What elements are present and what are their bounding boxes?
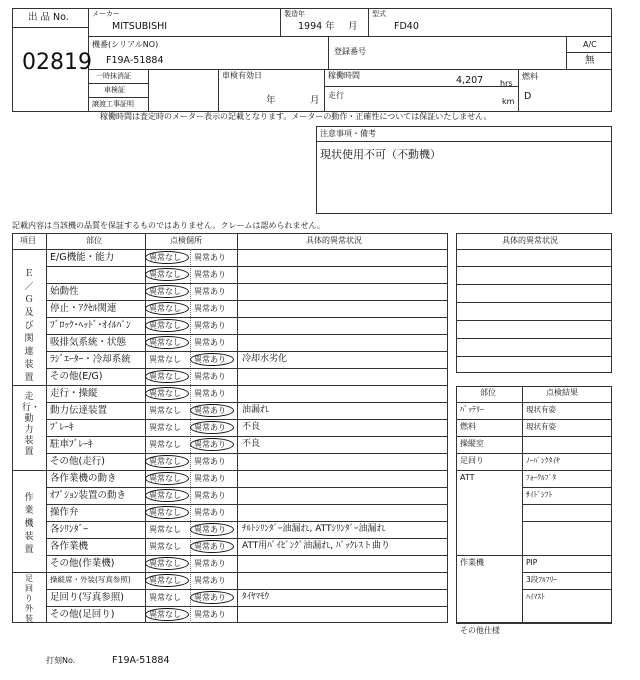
option-abnormal[interactable]: 異常あり [194, 439, 226, 449]
option-abnormal[interactable]: 異常あり [194, 405, 226, 415]
row-part: 動力伝達装置 [50, 404, 108, 416]
option-normal[interactable]: 異常なし [149, 388, 181, 398]
stamp-value: F19A-51884 [112, 655, 170, 666]
year-label: 製造年 [284, 10, 305, 18]
row-part: 各作業機の動き [50, 472, 117, 484]
circled-normal-mark [145, 608, 189, 621]
serial-label: 機番(シリアルNO) [92, 40, 159, 49]
option-normal[interactable]: 異常なし [149, 439, 181, 449]
option-abnormal[interactable]: 異常あり [194, 320, 226, 330]
option-normal[interactable]: 異常なし [149, 286, 181, 296]
option-normal[interactable]: 異常なし [149, 575, 181, 585]
hours-label: 稼働時間 [328, 71, 360, 80]
option-normal[interactable]: 異常なし [149, 541, 181, 551]
group-label-drive: 走行・動力装置 [22, 392, 41, 457]
header-part: 部位 [86, 236, 102, 245]
model-label: 型式 [372, 10, 386, 18]
circled-abnormal-mark [190, 421, 234, 434]
lot-label: 出 品 No. [28, 12, 69, 23]
row-detail: ﾁﾙﾄｼﾘﾝﾀﾞｰ油漏れ, ATTｼﾘﾝﾀﾞｰ油漏れ [242, 523, 386, 534]
row-part: 操作弁 [50, 506, 79, 518]
option-abnormal[interactable]: 異常あり [194, 575, 226, 585]
option-abnormal[interactable]: 異常あり [194, 286, 226, 296]
result-row-value: 現状有姿 [526, 422, 556, 431]
lot-number: 02819 [22, 50, 92, 75]
row-part: 吸排気系統・状態 [50, 336, 127, 348]
option-abnormal[interactable]: 異常あり [194, 388, 226, 398]
option-normal[interactable]: 異常なし [149, 337, 181, 347]
row-part: その他(作業機) [50, 557, 115, 569]
circled-normal-mark [145, 370, 189, 383]
option-normal[interactable]: 異常なし [149, 303, 181, 313]
result-row-part: 作業機 [460, 558, 484, 567]
row-detail: 油漏れ [242, 404, 270, 415]
circled-normal-mark [145, 574, 189, 587]
row-part: その他(E/G) [50, 370, 103, 382]
circled-normal-mark [145, 268, 189, 281]
header-detail: 具体的異常状況 [306, 236, 362, 245]
circled-normal-mark [145, 557, 189, 570]
quality-notice: 記載内容は当該機の品質を保証するものではありません。クレームは認められません。 [12, 221, 325, 230]
group-label-work: 作業機装置 [24, 493, 34, 555]
stamp-label: 打刻No. [46, 656, 76, 665]
row-part: その他(足回り) [50, 608, 115, 620]
option-normal[interactable]: 異常なし [149, 456, 181, 466]
result-row-value: ﾌｫｰｸﾙﾌﾟﾀ [526, 473, 556, 482]
option-abnormal[interactable]: 異常あり [194, 592, 226, 602]
hours-unit: hrs [500, 79, 513, 88]
option-normal[interactable]: 異常なし [149, 524, 181, 534]
travel-label: 走行 [328, 91, 344, 100]
option-normal[interactable]: 異常なし [149, 269, 181, 279]
right-detail-header: 具体的異常状況 [502, 236, 558, 245]
option-normal[interactable]: 異常なし [149, 609, 181, 619]
option-normal[interactable]: 異常なし [149, 320, 181, 330]
row-detail: 冷却水劣化 [242, 353, 288, 364]
result-row-value: ﾊｲﾏｽﾄ [526, 592, 545, 601]
row-detail: 不良 [242, 438, 261, 449]
row-part: ﾌﾞﾛｯｸ･ﾍｯﾄﾞ･ｵｲﾙﾊﾟﾝ [50, 319, 131, 331]
result-header: 点検結果 [546, 388, 578, 397]
fuel-label: 燃料 [522, 72, 538, 81]
row-part: 操縦席・外装(写真参照) [50, 574, 131, 584]
option-abnormal[interactable]: 異常あり [194, 303, 226, 313]
group-label-chassis: 足回り外装 [25, 574, 33, 623]
option-normal[interactable]: 異常なし [149, 371, 181, 381]
result-row-value: ｻｲﾄﾞｼﾌﾄ [526, 490, 553, 499]
option-normal[interactable]: 異常なし [149, 490, 181, 500]
row-part: 走行・操縦 [50, 387, 98, 399]
option-abnormal[interactable]: 異常あり [194, 337, 226, 347]
remarks-value: 現状使用不可（不動機） [320, 148, 441, 161]
row-part: その他(走行) [50, 455, 105, 467]
circled-abnormal-mark [190, 540, 234, 553]
circled-abnormal-mark [190, 404, 234, 417]
row-part: ﾌﾞﾚｰｷ [50, 421, 74, 433]
model-value: FD40 [394, 21, 419, 32]
option-normal[interactable]: 異常なし [149, 507, 181, 517]
reg-label: 登録番号 [334, 47, 366, 56]
option-abnormal[interactable]: 異常あり [194, 541, 226, 551]
row-part: E/G機能・能力 [50, 251, 115, 263]
option-abnormal[interactable]: 異常あり [194, 252, 226, 262]
expiry-year-unit: 年 [266, 95, 276, 106]
option-normal[interactable]: 異常なし [149, 354, 181, 364]
maker-value: MITSUBISHI [112, 21, 168, 32]
circled-normal-mark [145, 506, 189, 519]
option-abnormal[interactable]: 異常あり [194, 456, 226, 466]
circled-normal-mark [145, 387, 189, 400]
option-normal[interactable]: 異常なし [149, 405, 181, 415]
option-abnormal[interactable]: 異常あり [194, 269, 226, 279]
option-abnormal[interactable]: 異常あり [194, 558, 226, 568]
expiry-month-unit: 月 [310, 95, 320, 106]
circled-abnormal-mark [190, 353, 234, 366]
option-abnormal[interactable]: 異常あり [194, 422, 226, 432]
maker-label: メーカー [92, 10, 120, 18]
row-part: 停止・ｱｸｾﾙ関連 [50, 302, 117, 314]
hours-value: 4,207 [456, 75, 484, 86]
option-abnormal[interactable]: 異常あり [194, 371, 226, 381]
circled-normal-mark [145, 319, 189, 332]
header-check: 点検個所 [170, 236, 202, 245]
expiry-label: 車検有効日 [222, 71, 262, 80]
header-item: 項目 [20, 236, 36, 245]
hours-notice: 稼働時間は査定時のメーター表示の記載となります。メーターの動作・正確性については保証いたしません。 [100, 112, 492, 121]
result-row-value: PIP [526, 558, 538, 567]
result-row-part: 操縦室 [460, 439, 484, 448]
row-detail: ﾀｲﾔﾏﾓｳ [242, 591, 270, 602]
circled-normal-mark [145, 336, 189, 349]
group-label-engine: Ｅ／Ｇ及び関連装置 [24, 269, 34, 383]
option-normal[interactable]: 異常なし [149, 422, 181, 432]
row-part: ｵﾌﾟｼｮﾝ装置の動き [50, 489, 127, 501]
result-row-value: 現状有姿 [526, 405, 556, 414]
row-part: 駐車ﾌﾞﾚｰｷ [50, 438, 93, 450]
option-normal[interactable]: 異常なし [149, 592, 181, 602]
result-row-part: ATT [460, 473, 475, 482]
month-suffix: 月 [348, 21, 358, 32]
row-detail: 不良 [242, 421, 261, 432]
result-row-part: ﾊﾞｯﾃﾘｰ [460, 405, 484, 414]
result-row-part: 燃料 [460, 422, 476, 431]
ac-value: 無 [585, 55, 595, 66]
option-normal[interactable]: 異常なし [149, 558, 181, 568]
option-normal[interactable]: 異常なし [149, 473, 181, 483]
result-row-part: 足回り [460, 456, 484, 465]
option-abnormal[interactable]: 異常あり [194, 507, 226, 517]
circled-normal-mark [145, 251, 189, 264]
row-part: 足回り(写真参照) [50, 591, 124, 603]
row-part: ﾗｼﾞｴｰﾀｰ・冷却系統 [50, 353, 131, 365]
temp-cert-label: 一時抹消証 [96, 72, 131, 80]
remarks-label: 注意事項・備考 [320, 129, 376, 138]
option-normal[interactable]: 異常なし [149, 252, 181, 262]
circled-normal-mark [145, 489, 189, 502]
row-detail: ATT用ﾊﾟｲﾋﾟﾝｸﾞ油漏れ, ﾊﾞｯｸﾚｽト曲り [242, 540, 391, 551]
row-part: 各ｼﾘﾝﾀﾞｰ [50, 523, 89, 535]
result-part-header: 部位 [480, 388, 496, 397]
inspection-cert-label: 車検証 [104, 86, 125, 94]
km-unit: km [502, 97, 515, 106]
circled-abnormal-mark [190, 438, 234, 451]
option-abnormal[interactable]: 異常あり [194, 524, 226, 534]
fuel-value: D [524, 91, 532, 102]
circled-normal-mark [145, 472, 189, 485]
row-part: 始動性 [50, 285, 79, 297]
serial-value: F19A-51884 [106, 55, 164, 66]
option-abnormal[interactable]: 異常あり [194, 473, 226, 483]
result-row-value: ﾉｰﾊﾟﾝｸﾀｲﾔ [526, 456, 560, 465]
completion-cert-label: 譲渡工事証明 [92, 100, 134, 108]
circled-normal-mark [145, 285, 189, 298]
circled-abnormal-mark [190, 523, 234, 536]
circled-normal-mark [145, 455, 189, 468]
result-row-value: 3段ﾌﾙﾌﾘｰ [526, 575, 558, 584]
option-abnormal[interactable]: 異常あり [194, 354, 226, 364]
option-abnormal[interactable]: 異常あり [194, 490, 226, 500]
circled-abnormal-mark [190, 591, 234, 604]
option-abnormal[interactable]: 異常あり [194, 609, 226, 619]
year-value: 1994 年 [298, 21, 335, 32]
row-part: 各作業機 [50, 540, 89, 552]
result-row-part: その他仕様 [460, 626, 500, 635]
ac-label: A/C [583, 40, 597, 49]
circled-normal-mark [145, 302, 189, 315]
